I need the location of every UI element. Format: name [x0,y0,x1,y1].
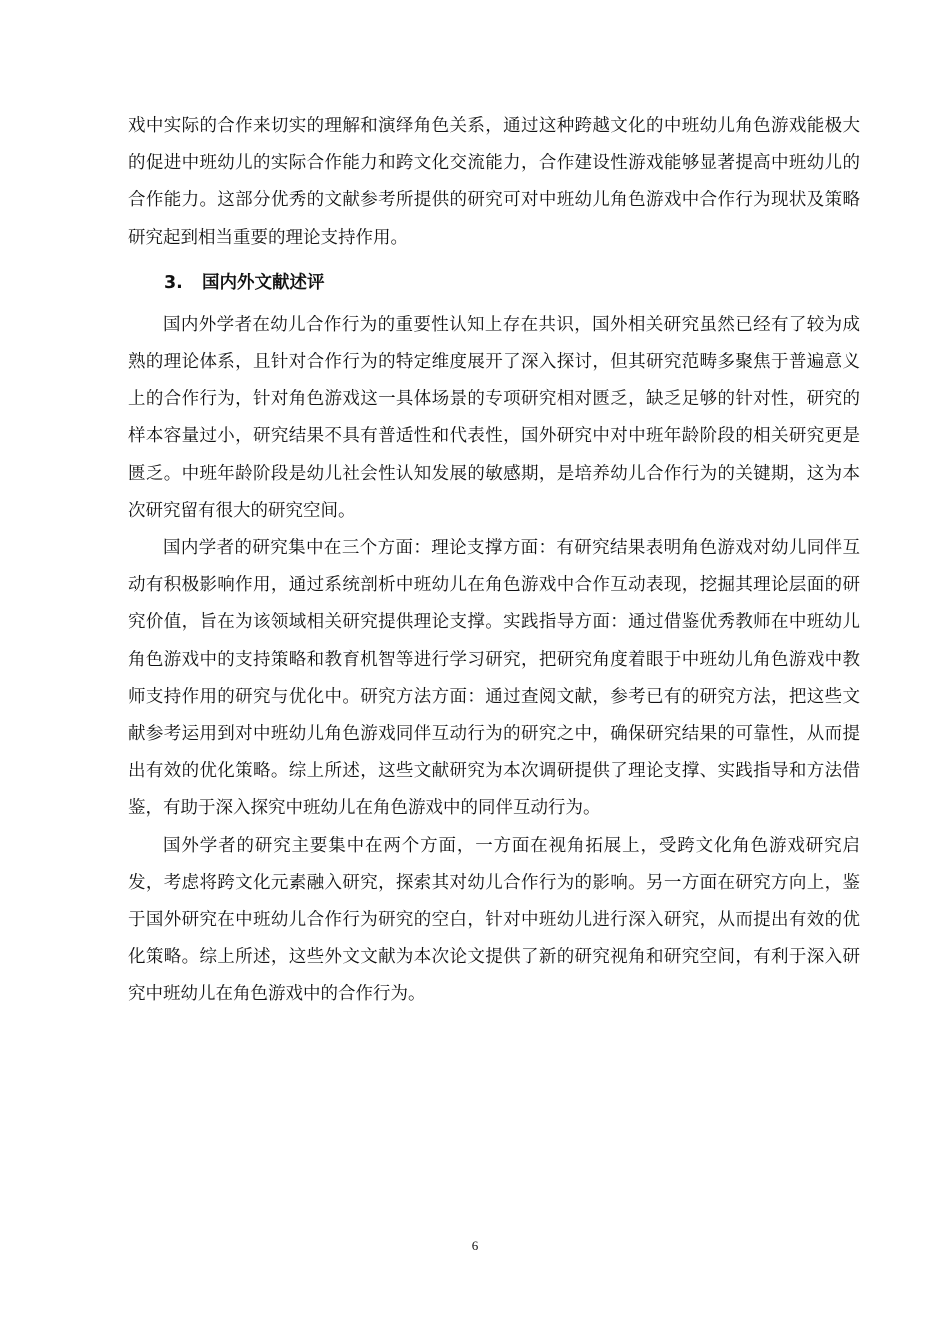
page-number: 6 [471,1238,479,1253]
section-number: 3. [164,272,183,293]
section-title: 国内外文献述评 [202,272,325,293]
section-heading [128,265,860,302]
page-body [128,108,860,1014]
paragraph-review-overview: 国内外学者在幼儿合作行为的重要性认知上存在共识，国外相关研究虽然已经有了较为成熟的理论体系，且针对合作行为的特定维度展开了深入探讨，但其研究范畴多聚焦于普遍意义上的合作行为，针对角色游戏这一具体场景的专项研究相对匮乏，缺乏足够的针对性，研究的样本容量过小，研究结果不具有普适性和代表性，国外研究中对中班年龄阶段的相关研究更是匮乏。中班年龄阶段是幼儿社会性认知发展的敏感期，是培养幼儿合作行为的关键期，这为本次研究留有很大的研究空间。 [128,314,860,521]
paragraph-continuation: 戏中实际的合作来切实的理解和演绎角色关系，通过这种跨越文化的中班幼儿角色游戏能极大的促进中班幼儿的实际合作能力和跨文化交流能力，合作建设性游戏能够显著提高中班幼儿的合作能力。这部分优秀的文献参考所提供的研究可对中班幼儿角色游戏中合作行为现状及策略研究起到相当重要的理论支持作用。 [128,116,860,248]
paragraph-domestic-research: 国内学者的研究集中在三个方面：理论支撑方面：有研究结果表明角色游戏对幼儿同伴互动有积极影响作用，通过系统剖析中班幼儿在角色游戏中合作互动表现，挖掘其理论层面的研究价值，旨在为该领域相关研究提供理论支撑。实践指导方面：通过借鉴优秀教师在中班幼儿角色游戏中的支持策略和教育机智等进行学习研究，把研究角度着眼于中班幼儿角色游戏中教师支持作用的研究与优化中。研究方法方面：通过查阅文献，参考已有的研究方法，把这些文献参考运用到对中班幼儿角色游戏同伴互动行为的研究之中，确保研究结果的可靠性，从而提出有效的优化策略。综上所述，这些文献研究为本次调研提供了理论支撑、实践指导和方法借鉴，有助于深入探究中班幼儿在角色游戏中的同伴互动行为。 [128,538,860,819]
paragraph-foreign-research: 国外学者的研究主要集中在两个方面，一方面在视角拓展上，受跨文化角色游戏研究启发，考虑将跨文化元素融入研究，探索其对幼儿合作行为的影响。另一方面在研究方向上，鉴于国外研究在中班幼儿合作行为研究的空白，针对中班幼儿进行深入研究，从而提出有效的优化策略。综上所述，这些外文文献为本次论文提供了新的研究视角和研究空间，有利于深入研究中班幼儿在角色游戏中的合作行为。 [128,835,860,1005]
